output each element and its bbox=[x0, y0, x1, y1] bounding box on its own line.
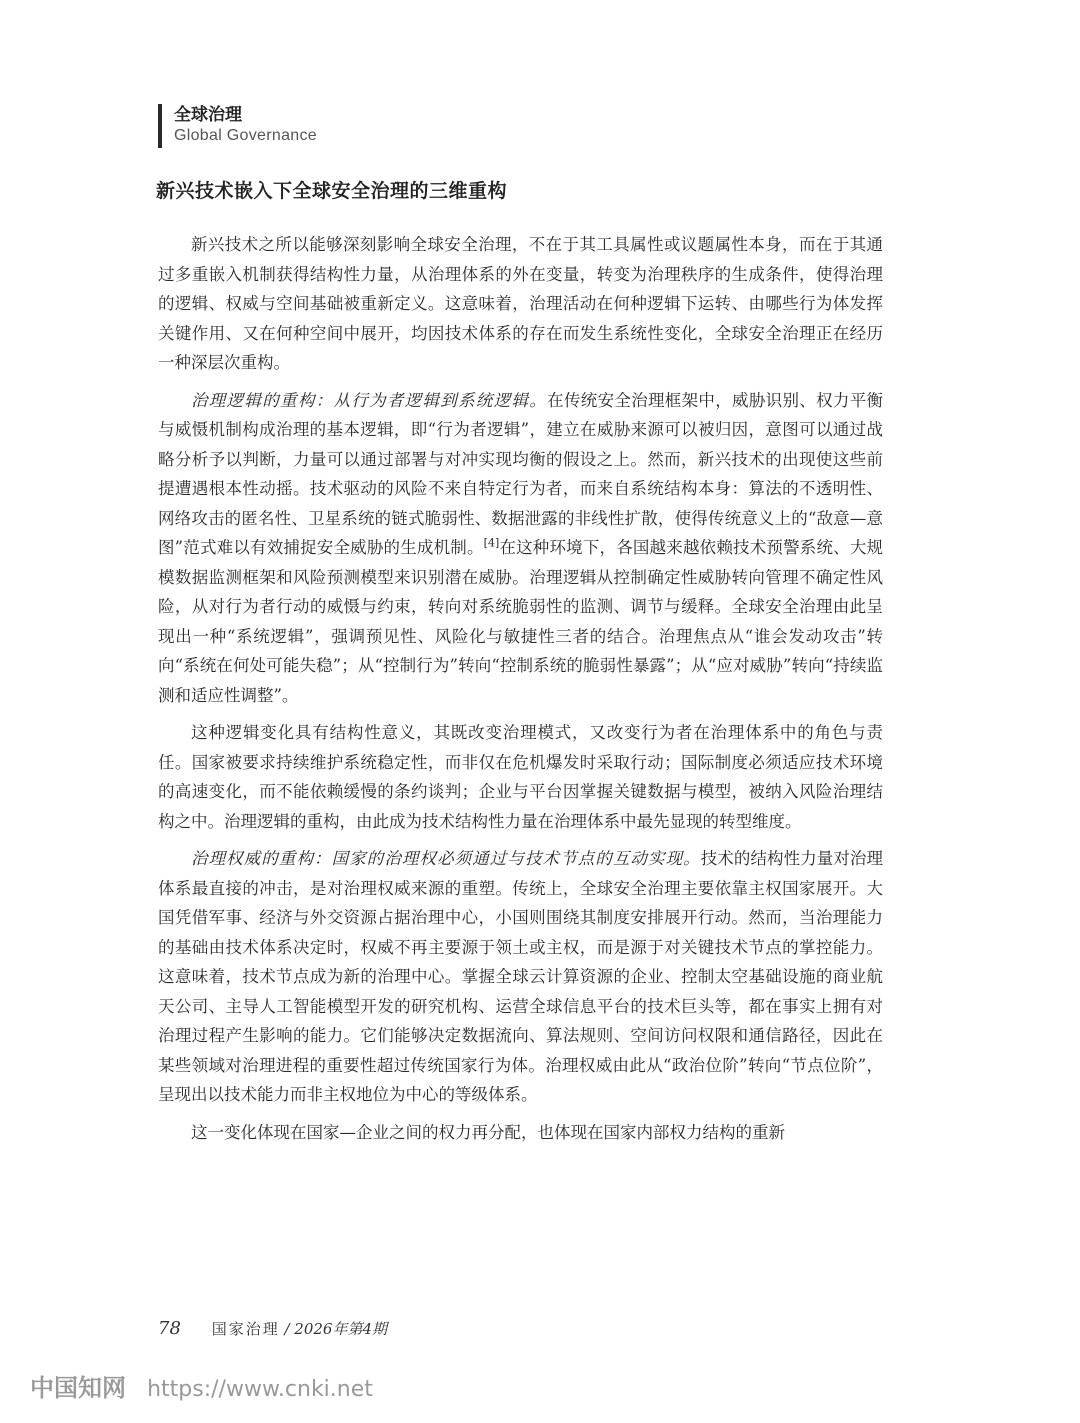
section-title-en: Global Governance bbox=[174, 127, 317, 144]
citation-4: [4] bbox=[483, 536, 500, 550]
article-title: 新兴技术嵌入下全球安全治理的三维重构 bbox=[156, 180, 508, 202]
journal-name: 国家治理 bbox=[211, 1320, 280, 1338]
article-body bbox=[158, 230, 883, 1155]
paragraph-4 bbox=[158, 844, 883, 1110]
page-footer bbox=[158, 1318, 387, 1339]
paragraph-2 bbox=[158, 386, 883, 711]
cnki-logo: 中国知网 bbox=[30, 1374, 126, 1402]
section-header bbox=[158, 104, 317, 148]
paragraph-4-text: 技术的结构性力量对治理体系最直接的冲击，是对治理权威来源的重塑。传统上，全球安全治理主要依靠主权国家展开。大国凭借军事、经济与外交资源占据治理中心，小国则围绕其制度安排展开行动。然而，当治理能力的基础由技术体系决定时，权威不再主要源于领土或主权，而是源于对关键技术节点的掌控能力。这意味着，技术节点成为新的治理中心。掌握全球云计算资源的企业、控制太空基础设施的商业航天公司、主导人工智能模型开发的研究机构、运营全球信息平台的技术巨头等，都在事实上拥有对治理过程产生影响的能力。它们能够决定数据流向、算法规则、空间访问权限和通信路径，因此在某些领域对治理进程的重要性超过传统国家行为体。治理权威由此从“政治位阶”转向“节点位阶”，呈现出以技术能力而非主权地位为中心的等级体系。 bbox=[158, 849, 884, 1104]
page-number: 78 bbox=[158, 1318, 181, 1339]
paragraph-4-lead: 治理权威的重构：国家的治理权必须通过与技术节点的互动实现。 bbox=[191, 849, 701, 868]
section-title-zh: 全球治理 bbox=[174, 105, 242, 125]
paragraph-3: 这种逻辑变化具有结构性意义，其既改变治理模式，又改变行为者在治理体系中的角色与责任。国家被要求持续维护系统稳定性，而非仅在危机爆发时采取行动；国际制度必须适应技术环境的高速变化，而不能依赖缓慢的条约谈判；企业与平台因掌握关键数据与模型，被纳入风险治理结构之中。治理逻辑的重构，由此成为技术结构性力量在治理体系中最先显现的转型维度。 bbox=[158, 723, 883, 831]
paragraph-2-text-b: 在这种环境下，各国越来越依赖技术预警系统、大规模数据监测框架和风险预测模型来识别潜在威胁。治理逻辑从控制确定性威胁转向管理不确定性风险，从对行为者行动的威慑与约束，转向对系统脆弱性的监测、调节与缓释。全球安全治理由此呈现出一种“系统逻辑”，强调预见性、风险化与敏捷性三者的结合。治理焦点从“谁会发动攻击”转向“系统在何处可能失稳”；从“控制行为”转向“控制系统的脆弱性暴露”；从“应对威胁”转向“持续监测和适应性调整”。 bbox=[158, 538, 884, 705]
cnki-watermark bbox=[30, 1368, 373, 1403]
paragraph-2-lead: 治理逻辑的重构：从行为者逻辑到系统逻辑。 bbox=[191, 390, 548, 410]
paragraph-2-text-a: 在传统安全治理框架中，威胁识别、权力平衡与威慑机制构成治理的基本逻辑，即“行为者逻辑”，建立在威胁来源可以被归因，意图可以通过战略分析予以判断，力量可以通过部署与对冲实现均衡的假设之上。然而，新兴技术的出现使这些前提遭遇根本性动摇。技术驱动的风险不来自特定行为者，而来自系统结构本身：算法的不透明性、网络攻击的匿名性、卫星系统的链式脆弱性、数据泄露的非线性扩散，使得传统意义上的“敌意—意图”范式难以有效捕捉安全威胁的生成机制。 bbox=[158, 390, 884, 557]
paragraph-5: 这一变化体现在国家—企业之间的权力再分配，也体现在国家内部权力结构的重新 bbox=[191, 1122, 785, 1142]
cnki-url[interactable]: https://www.cnki.net bbox=[147, 1377, 373, 1402]
issue-info: / 2026年第4期 bbox=[284, 1320, 388, 1338]
paragraph-1: 新兴技术之所以能够深刻影响全球安全治理，不在于其工具属性或议题属性本身，而在于其通过多重嵌入机制获得结构性力量，从治理体系的外在变量，转变为治理秩序的生成条件，使得治理的逻辑、权威与空间基础被重新定义。这意味着，治理活动在何种逻辑下运转、由哪些行为体发挥关键作用、又在何种空间中展开，均因技术体系的存在而发生系统性变化，全球安全治理正在经历一种深层次重构。 bbox=[158, 235, 883, 372]
